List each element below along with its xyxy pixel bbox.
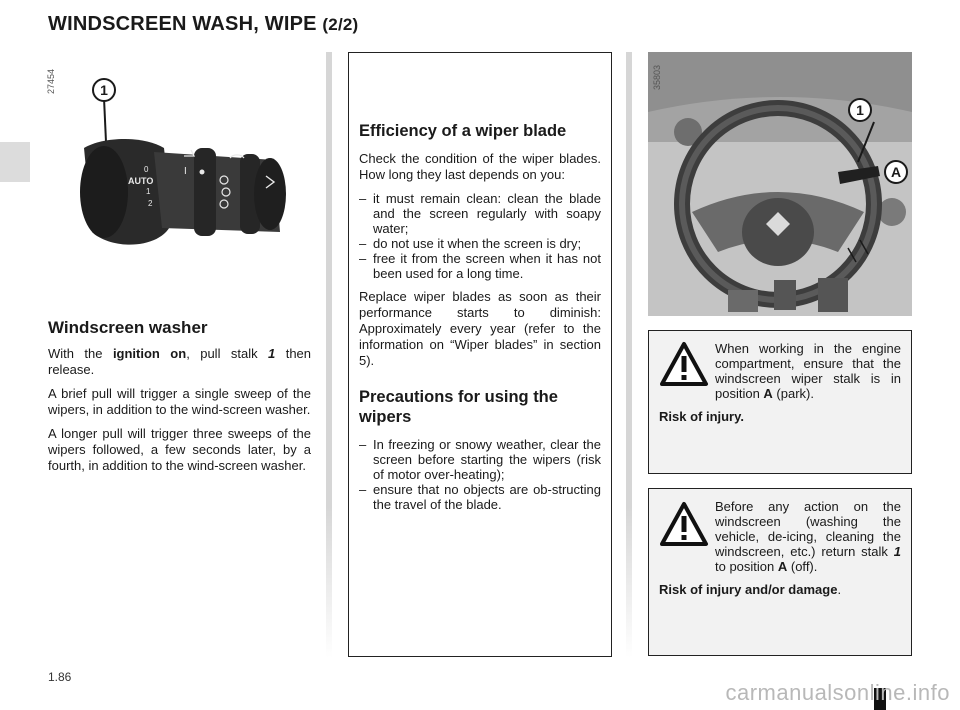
page-title bbox=[48, 13, 358, 36]
washer-paragraph-3: A longer pull will trigger three sweeps of the wipers followed, a few seconds later, by a fourth, in addition to the wind-screen washer. bbox=[48, 426, 311, 473]
stalk-photo bbox=[44, 52, 314, 284]
list-item: – free it from the screen when it has not been used for a long time. bbox=[359, 251, 601, 281]
washer-section bbox=[48, 318, 311, 482]
warning-off-text-a: Before any action on the windscreen (washing the vehicle, de-icing, cleaning the windscreen, etc.) return stalk bbox=[715, 499, 901, 559]
warning-off-text bbox=[659, 499, 901, 597]
warning-park-text-a: When working in the engine compartment, ensure that the windscreen wiper stalk is in position bbox=[715, 341, 901, 401]
warning-off-risk bbox=[659, 582, 901, 597]
precautions-heading: Precautions for using the wipers bbox=[359, 388, 558, 426]
warning-off-risk-text: Risk of injury and/or damage bbox=[659, 582, 838, 597]
blade-info-content bbox=[359, 121, 601, 520]
watermark-text: carmanualsonline.info bbox=[725, 680, 950, 705]
stalk-label-1: 1 bbox=[146, 187, 151, 196]
warning-box-off bbox=[648, 488, 912, 656]
warning-off-risk-end: . bbox=[837, 582, 842, 597]
steering-wheel-photo bbox=[648, 52, 912, 316]
washer-paragraph-1 bbox=[48, 346, 311, 378]
callout-stalk-1: 1 bbox=[848, 98, 872, 122]
page-indicator: (2/2) bbox=[322, 15, 359, 34]
column-divider-right bbox=[626, 52, 632, 658]
photo-code: 27454 bbox=[46, 68, 56, 94]
efficiency-outro: Replace wiper blades as soon as their performance starts to diminish: Approximately every year (refer to the information on “Wiper blades” in section 5). bbox=[359, 289, 601, 368]
photo-code: 35803 bbox=[652, 64, 662, 90]
washer-heading: Windscreen washer bbox=[48, 318, 208, 337]
washer-p1-stalk: 1 bbox=[268, 346, 276, 361]
callout-position-a: A bbox=[884, 160, 908, 184]
column-divider-left bbox=[326, 52, 332, 658]
warning-park-position: A bbox=[763, 386, 773, 401]
efficiency-heading: Efficiency of a wiper blade bbox=[359, 122, 567, 140]
washer-p1-bold: ignition on bbox=[112, 346, 187, 361]
warning-park-text-b: (park). bbox=[772, 386, 814, 401]
list-item: – it must remain clean: clean the blade and the screen regularly with soapy water; bbox=[359, 191, 601, 236]
efficiency-list bbox=[359, 191, 601, 281]
callout-stalk-1: 1 bbox=[92, 78, 116, 102]
warning-off-body bbox=[659, 499, 901, 574]
stalk-label-i: I bbox=[184, 166, 187, 177]
steering-wheel-illustration bbox=[648, 52, 912, 316]
warning-box-park bbox=[648, 330, 912, 474]
washer-p1-text-c: then release. bbox=[48, 346, 312, 377]
stalk-label-auto: AUTO bbox=[128, 176, 154, 186]
warning-park-risk: Risk of injury. bbox=[659, 409, 744, 424]
section-tab-marker bbox=[0, 142, 30, 182]
warning-park-body bbox=[659, 341, 901, 401]
warning-off-text-b: to position bbox=[715, 559, 778, 574]
washer-paragraph-2: A brief pull will trigger a single sweep of the wipers, in addition to the wind-screen washer. bbox=[48, 386, 311, 417]
list-item: – ensure that no objects are ob-structing the travel of the blade. bbox=[359, 482, 601, 512]
precautions-list bbox=[359, 437, 601, 512]
list-item: – In freezing or snowy weather, clear the screen before starting the wipers (risk of motor over-heating); bbox=[359, 437, 601, 482]
list-item: – do not use it when the screen is dry; bbox=[359, 236, 601, 251]
page-number: 1.86 bbox=[48, 670, 72, 684]
blade-info-box bbox=[348, 52, 612, 657]
warning-off-text-c: (off). bbox=[787, 559, 818, 574]
page-title-text: WINDSCREEN WASH, WIPE bbox=[48, 13, 317, 35]
warning-off-position: A bbox=[777, 559, 788, 574]
washer-p1-text-a: With the bbox=[48, 346, 113, 361]
warning-park-text bbox=[659, 341, 901, 424]
washer-p1-text-b: , pull stalk bbox=[186, 346, 269, 361]
stalk-label-2: 2 bbox=[148, 199, 153, 208]
stalk-label-0: 0 bbox=[144, 165, 149, 174]
efficiency-intro: Check the condition of the wiper blades. How long they last depends on you: bbox=[359, 151, 601, 182]
wiper-stalk-illustration bbox=[44, 52, 314, 284]
warning-off-stalk: 1 bbox=[893, 544, 901, 559]
